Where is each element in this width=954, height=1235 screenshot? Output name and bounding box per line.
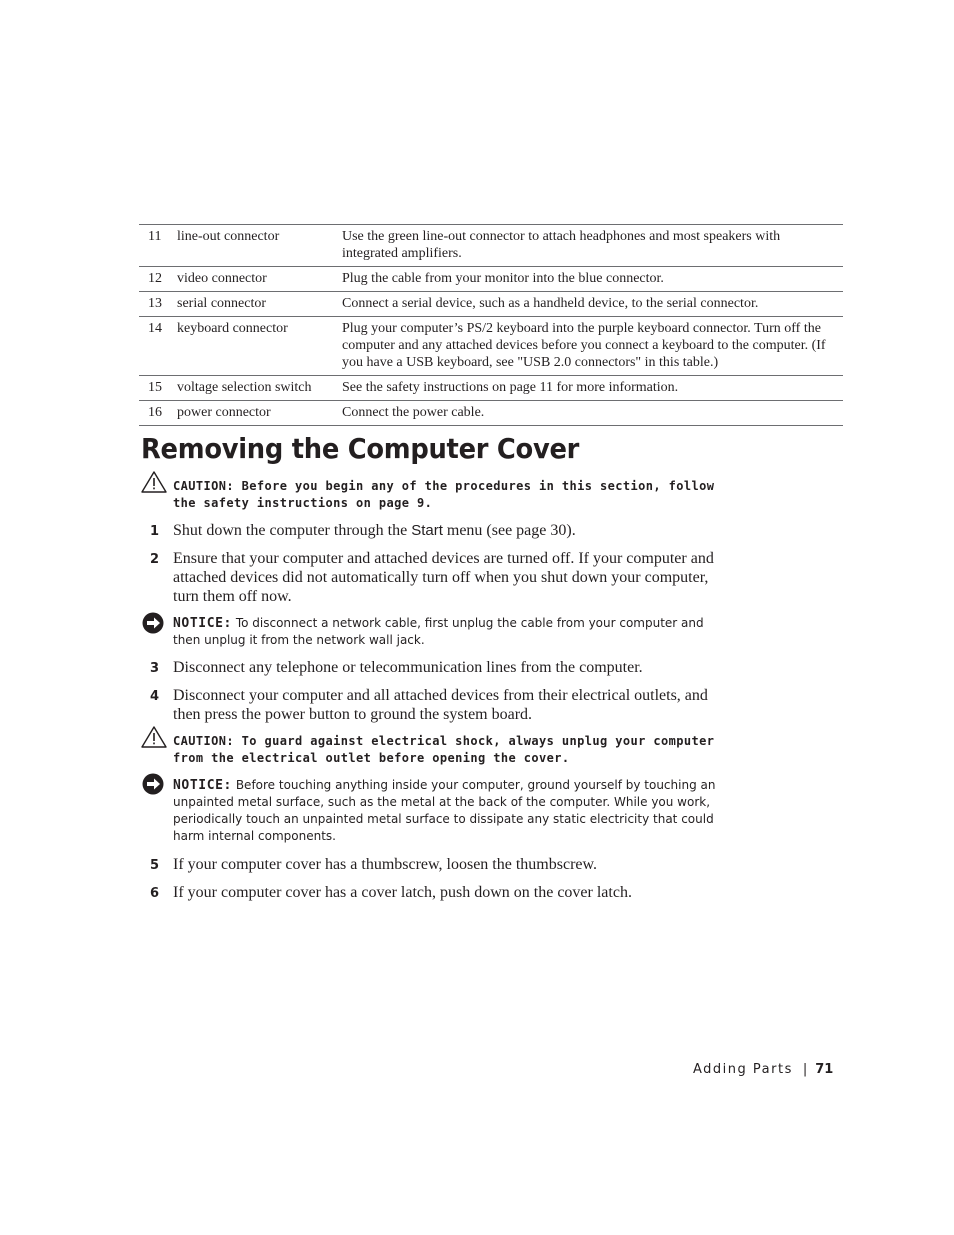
notice-body: Before touching anything inside your computer, ground yourself by touching an unpainted metal surface, such as the metal at the back of the computer. While you work, periodically touch an unpainted metal surface to dissipate any static electricity that could harm internal components.	[173, 778, 716, 843]
table-row	[139, 225, 843, 267]
row-connector-name: voltage selection switch	[177, 380, 312, 395]
step-text: Disconnect your computer and all attached devices from their electrical outlets, and then press the power button to ground the system board.	[173, 687, 708, 723]
connector-table	[139, 224, 843, 426]
row-connector-name: keyboard connector	[177, 321, 288, 336]
caution-triangle-icon	[141, 725, 167, 749]
step-text: If your computer cover has a thumbscrew, loosen the thumbscrew.	[173, 856, 598, 873]
row-number: 11	[148, 229, 162, 244]
notice-block	[141, 773, 731, 845]
row-description: Connect a serial device, such as a handheld device, to the serial connector.	[342, 296, 759, 311]
caution-block	[141, 725, 731, 765]
row-number: 12	[148, 271, 162, 286]
step-number: 1	[150, 524, 160, 539]
row-number: 14	[148, 321, 162, 336]
table-row	[139, 292, 843, 317]
row-connector-name: serial connector	[177, 296, 267, 311]
step-number: 6	[150, 886, 160, 901]
row-number: 16	[148, 405, 162, 420]
footer-separator: |	[802, 1062, 808, 1077]
row-description: Plug your computer’s PS/2 keyboard into the purple keyboard connector. Turn off the computer and any attached devices before you connect a keyboard to the computer. (If you have a USB keyboard, see "USB 2.0 connectors" in this table.)	[342, 321, 826, 370]
table-row	[139, 401, 843, 426]
caution-text: CAUTION: Before you begin any of the procedures in this section, follow the safety instructions on page 9.	[173, 479, 715, 510]
notice-text	[173, 615, 729, 649]
step-text: Disconnect any telephone or telecommunication lines from the computer.	[173, 659, 643, 676]
step-number: 4	[150, 689, 160, 704]
row-number: 15	[148, 380, 162, 395]
step-number: 5	[150, 858, 160, 873]
row-description: Connect the power cable.	[342, 405, 485, 420]
step-number: 3	[150, 661, 160, 676]
table-row	[139, 317, 843, 376]
page-footer	[693, 1062, 833, 1077]
caution-text: CAUTION: To guard against electrical shock, always unplug your computer from the electrical outlet before opening the cover.	[173, 734, 715, 765]
step-number: 2	[150, 552, 160, 567]
caution-triangle-icon	[141, 470, 167, 494]
notice-arrow-icon	[141, 612, 167, 636]
step-text	[173, 521, 733, 540]
row-connector-name: video connector	[177, 271, 267, 286]
caution-block	[141, 470, 731, 510]
row-connector-name: line-out connector	[177, 229, 280, 244]
row-description: See the safety instructions on page 11 for more information.	[342, 380, 679, 395]
footer-section-name: Adding Parts	[693, 1062, 793, 1077]
notice-label: NOTICE:	[173, 778, 232, 793]
notice-text	[173, 777, 729, 845]
row-description: Use the green line-out connector to attach headphones and most speakers with integrated amplifiers.	[342, 229, 781, 261]
step-text: If your computer cover has a cover latch, push down on the cover latch.	[173, 884, 632, 901]
row-description: Plug the cable from your monitor into the blue connector.	[342, 271, 664, 286]
section-title: Removing the Computer Cover	[141, 432, 580, 465]
step-text-part: menu (see page 30).	[442, 522, 576, 539]
row-connector-name: power connector	[177, 405, 271, 420]
step-text: Ensure that your computer and attached devices are turned off. If your computer and attached devices did not automatically turn off when you shut down your computer, turn them off now.	[173, 550, 714, 605]
notice-block	[141, 612, 731, 652]
table-row	[139, 267, 843, 292]
notice-arrow-icon	[141, 773, 167, 797]
start-menu-label: Start	[411, 522, 443, 539]
step-text-part: Shut down the computer through the	[173, 522, 412, 539]
page-number: 71	[815, 1062, 834, 1077]
table-row	[139, 376, 843, 401]
row-number: 13	[148, 296, 162, 311]
notice-body: To disconnect a network cable, first unplug the cable from your computer and then unplug it from the network wall jack.	[173, 616, 704, 647]
notice-label: NOTICE:	[173, 616, 232, 631]
